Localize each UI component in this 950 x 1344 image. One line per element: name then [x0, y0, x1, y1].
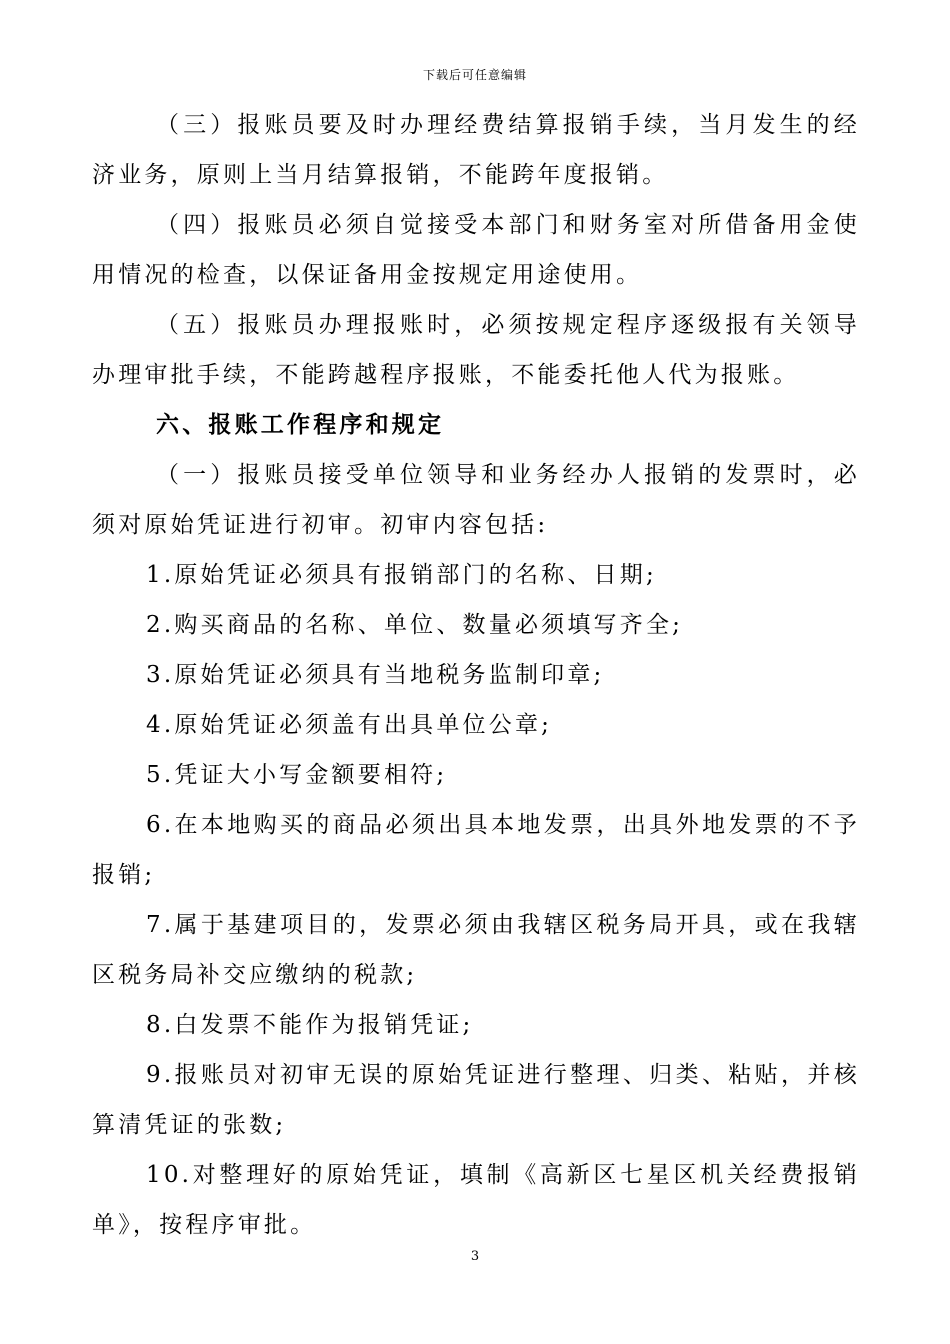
- header-note: 下载后可任意编辑: [422, 68, 527, 82]
- list-item-2: 2.购买商品的名称、单位、数量必须填写齐全;: [146, 612, 684, 638]
- list-item-6: 6.在本地购买的商品必须出具本地发票，出具外地发票的不予报销;: [92, 812, 860, 888]
- list-item-7: 7.属于基建项目的，发票必须由我辖区税务局开具，或在我辖区税务局补交应缴纳的税款;: [92, 912, 860, 988]
- list-item-8: 8.白发票不能作为报销凭证;: [146, 1012, 474, 1038]
- page-number: 3: [470, 1249, 480, 1264]
- list-item-10: 10.对整理好的原始凭证，填制《高新区七星区机关经费报销单》，按程序审批。: [92, 1162, 860, 1238]
- paragraph-5: （五）报账员办理报账时，必须按规定程序逐级报有关领导办理审批手续，不能跨越程序报账，不能委托他人代为报账。: [92, 312, 860, 388]
- paragraph-3: （三）报账员要及时办理经费结算报销手续，当月发生的经济业务，原则上当月结算报销，不能跨年度报销。: [92, 112, 860, 188]
- list-item-4: 4.原始凭证必须盖有出具单位公章;: [146, 712, 553, 738]
- section-heading: 六、报账工作程序和规定: [156, 412, 445, 438]
- list-item-1: 1.原始凭证必须具有报销部门的名称、日期;: [146, 562, 657, 588]
- section-intro: （一）报账员接受单位领导和业务经办人报销的发票时，必须对原始凭证进行初审。初审内容包括:: [92, 462, 860, 538]
- list-item-5: 5.凭证大小写金额要相符;: [146, 762, 448, 788]
- list-item-3: 3.原始凭证必须具有当地税务监制印章;: [146, 662, 605, 688]
- document-body: [92, 100, 860, 1250]
- paragraph-4: （四）报账员必须自觉接受本部门和财务室对所借备用金使用情况的检查，以保证备用金按规定用途使用。: [92, 212, 860, 288]
- list-item-9: 9.报账员对初审无误的原始凭证进行整理、归类、粘贴，并核算清凭证的张数;: [92, 1062, 860, 1138]
